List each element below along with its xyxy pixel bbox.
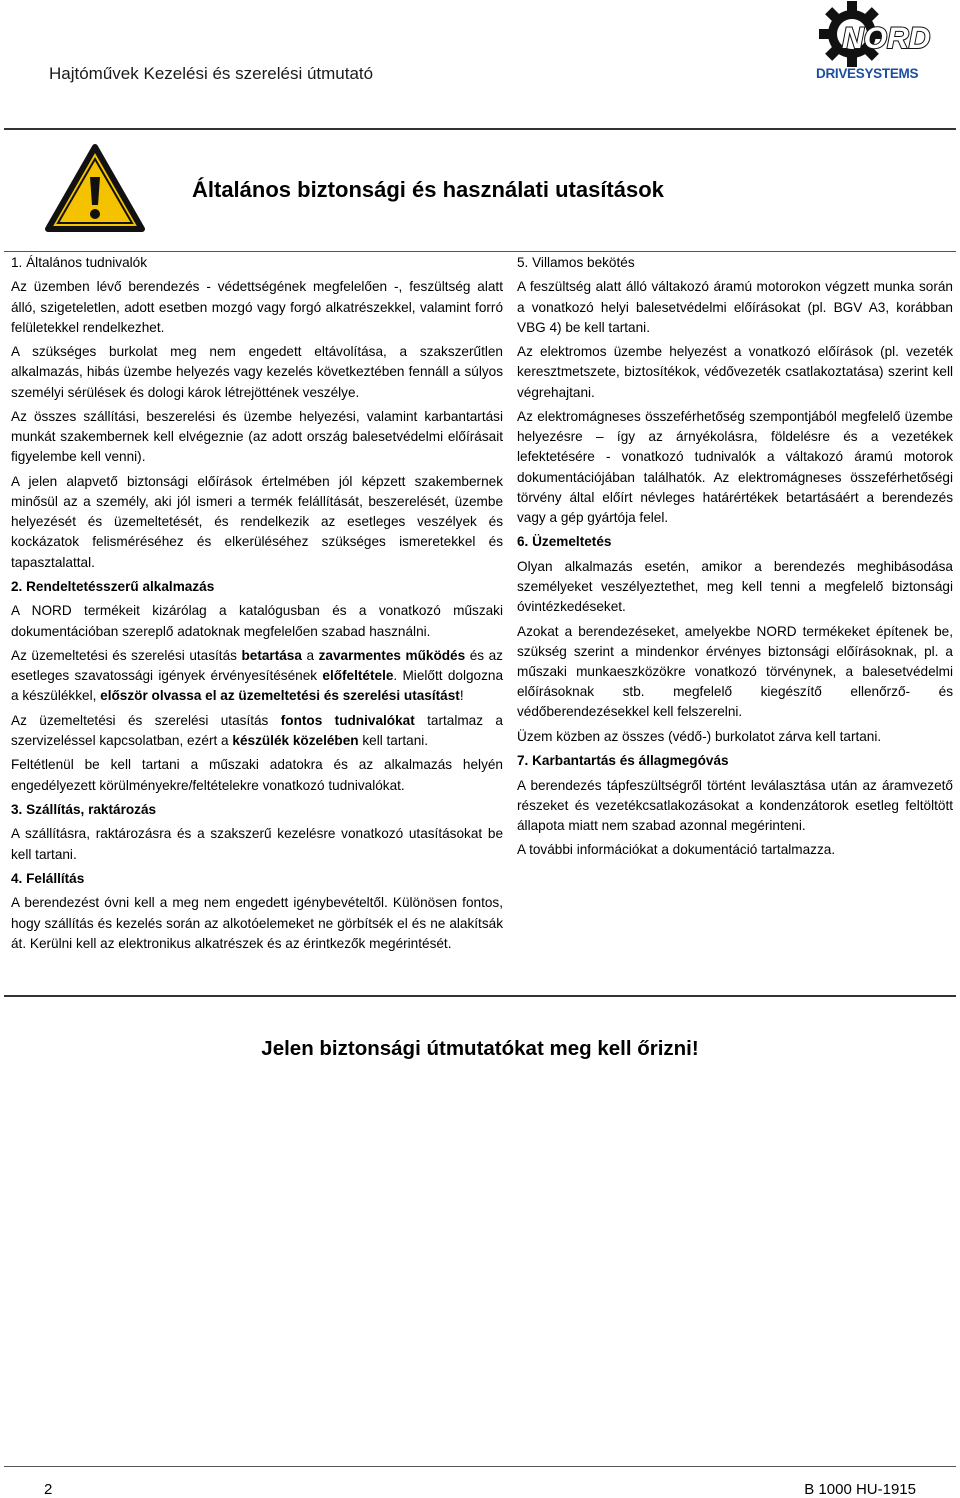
paragraph: A NORD termékeit kizárólag a katalógusban és a vonatkozó műszaki dokumentációban szereplő adatoknak megfelelően szabad használni. — [11, 603, 503, 639]
header-rule — [4, 128, 956, 130]
page-title: Általános biztonsági és használati utasítások — [192, 177, 664, 202]
section-title: 6. Üzemeltetés — [517, 534, 612, 550]
paragraph: A jelen alapvető biztonsági előírások értelmében jól képzett szakembernek minősül az a személy, aki jól ismeri a termék felállítását, beszerelését, üzembe helyezését és üzemeltetését, és rendelkezik az esetleges veszélyek és kockázatok felisméréséhez és elkerüléséhez szükséges ismeretekkel és tapasztalattal. — [11, 473, 503, 570]
paragraph: Az üzemeltetési és szerelési utasítás fontos tudnivalókat tartalmaz a szervizeléssel kapcsolatban, ezért a készülék közelében kell tartani. — [11, 712, 503, 748]
section-title: 1. Általános tudnivalók — [11, 255, 148, 270]
document-code: B 1000 HU-1915 — [804, 1481, 916, 1498]
right-column — [517, 253, 953, 865]
paragraph: Az elektromágneses összeférhetőség szempontjából megfelelő üzembe helyezésre – így az árnyékolásra, földelésre és a vezetékek lefektetésére - vonatkozó tudnivalók a váltakozó áramú motorok dokumentációjában találhatók. Az elektromágneses összeférhetőségi törvény által előírt névleges határértékek betartásáért a berendezés vagy a gép gyártója felel. — [517, 408, 953, 525]
left-column — [11, 253, 503, 958]
section-title: 2. Rendeltetésszerű alkalmazás — [11, 578, 215, 594]
paragraph: Az elektromos üzembe helyezést a vonatkozó előírások (pl. vezeték keresztmetszete, biztosítékok, védővezeték csatlakoztatása) szerint kell végrehajtani. — [517, 344, 953, 400]
paragraph: A szállításra, raktározásra és a szakszerű kezelésre vonatkozó utasításokat be kell tartani. — [11, 826, 503, 862]
paragraph: A szükséges burkolat meg nem engedett eltávolítása, a szakszerűtlen alkalmazás, hibás üzembe helyezés vagy kezelés következtében fennáll a súlyos személyi sérülések és dologi károk létrejöttének veszélye. — [11, 344, 503, 400]
title-rule — [4, 251, 956, 252]
paragraph: Olyan alkalmazás esetén, amikor a berendezés meghibásodása személyeket veszélyeztethet, meg kell tenni a megfelelő biztonsági óvintézkedéseket. — [517, 558, 953, 615]
paragraph: Azokat a berendezéseket, amelyekbe NORD termékeket építenek be, szükség szerint a mindenkor érvényes biztonsági előírásoknak, pl. a műszaki munkaeszközökre vonatkozó törvénynek, a balesetvédelmi előírásoknak stb. megfelelő kiegészítő ellenőrző- és védőberendezésekkel kell felszerelni. — [517, 623, 953, 720]
page-number: 2 — [44, 1481, 53, 1498]
paragraph: Feltétlenül be kell tartani a műszaki adatokra és az alkalmazás helyén engedélyezett körülményekre/feltételekre vonatkozó tudnivalókat. — [11, 757, 503, 793]
footer-title: Jelen biztonsági útmutatókat meg kell őrizni! — [261, 1037, 699, 1060]
logo-word: NORD — [842, 22, 931, 55]
paragraph: A berendezést óvni kell a meg nem engedett igénybevételtől. Különösen fontos, hogy szállítás és kezelés során az alkotóelemeket ne görbítsék el és ne alakítsák át. Kerülni kell az elektronikus alkatrészek és az érintkezők megérintését. — [11, 895, 503, 951]
header-title: Hajtóművek Kezelési és szerelési útmutató — [49, 64, 374, 83]
paragraph: A feszültség alatt álló váltakozó áramú motorokon végzett munka során a vonatkozó helyi balesetvédelmi előírásokat (pl. BGV A3, korábban VBG 4) be kell tartani. — [517, 279, 953, 335]
section-title: 3. Szállítás, raktározás — [11, 801, 157, 817]
paragraph: Az üzemben lévő berendezés - védettségének megfelelően -, feszültség alatt álló, szigeteletlen, adott esetben mozgó vagy forgó alkatrészekkel, valamint forró felületekkel rendelkezhet. — [11, 279, 503, 335]
logo-tagline: DRIVESYSTEMS — [816, 66, 919, 81]
paragraph: Az összes szállítási, beszerelési és üzembe helyezési, valamint karbantartási munkát szakembernek kell elvégeznie (az adott ország balesetvédelmi előírásait figyelembe kell venni). — [11, 408, 503, 465]
warning-triangle-icon — [44, 143, 146, 235]
paragraph: Üzem közben az összes (védő-) burkolatot zárva kell tartani. — [517, 728, 882, 744]
section-title: 7. Karbantartás és állagmegóvás — [517, 753, 729, 769]
paragraph: A további információkat a dokumentáció tartalmazza. — [517, 842, 836, 858]
section-title: 5. Villamos bekötés — [517, 255, 635, 270]
page-footer-rule — [4, 1466, 956, 1467]
paragraph: A berendezés tápfeszültségről történt leválasztása után az áramvezető részeket és vezetékcsatlakozásokat a kondenzátorok esetleg feltöltött állapota miatt nem szabad azonnal megérinteni. — [517, 777, 953, 833]
paragraph: Az üzemeltetési és szerelési utasítás betartása a zavarmentes működés és az esetleges szavatossági igények érvényesítésének előfeltétele. Mielőtt dolgozna a készülékkel, először olvassa el az üzemeltetési és szerelési utasítást! — [11, 647, 503, 704]
footer-rule — [4, 995, 956, 997]
nord-drivesystems-logo — [812, 2, 931, 82]
section-title: 4. Felállítás — [11, 870, 85, 886]
